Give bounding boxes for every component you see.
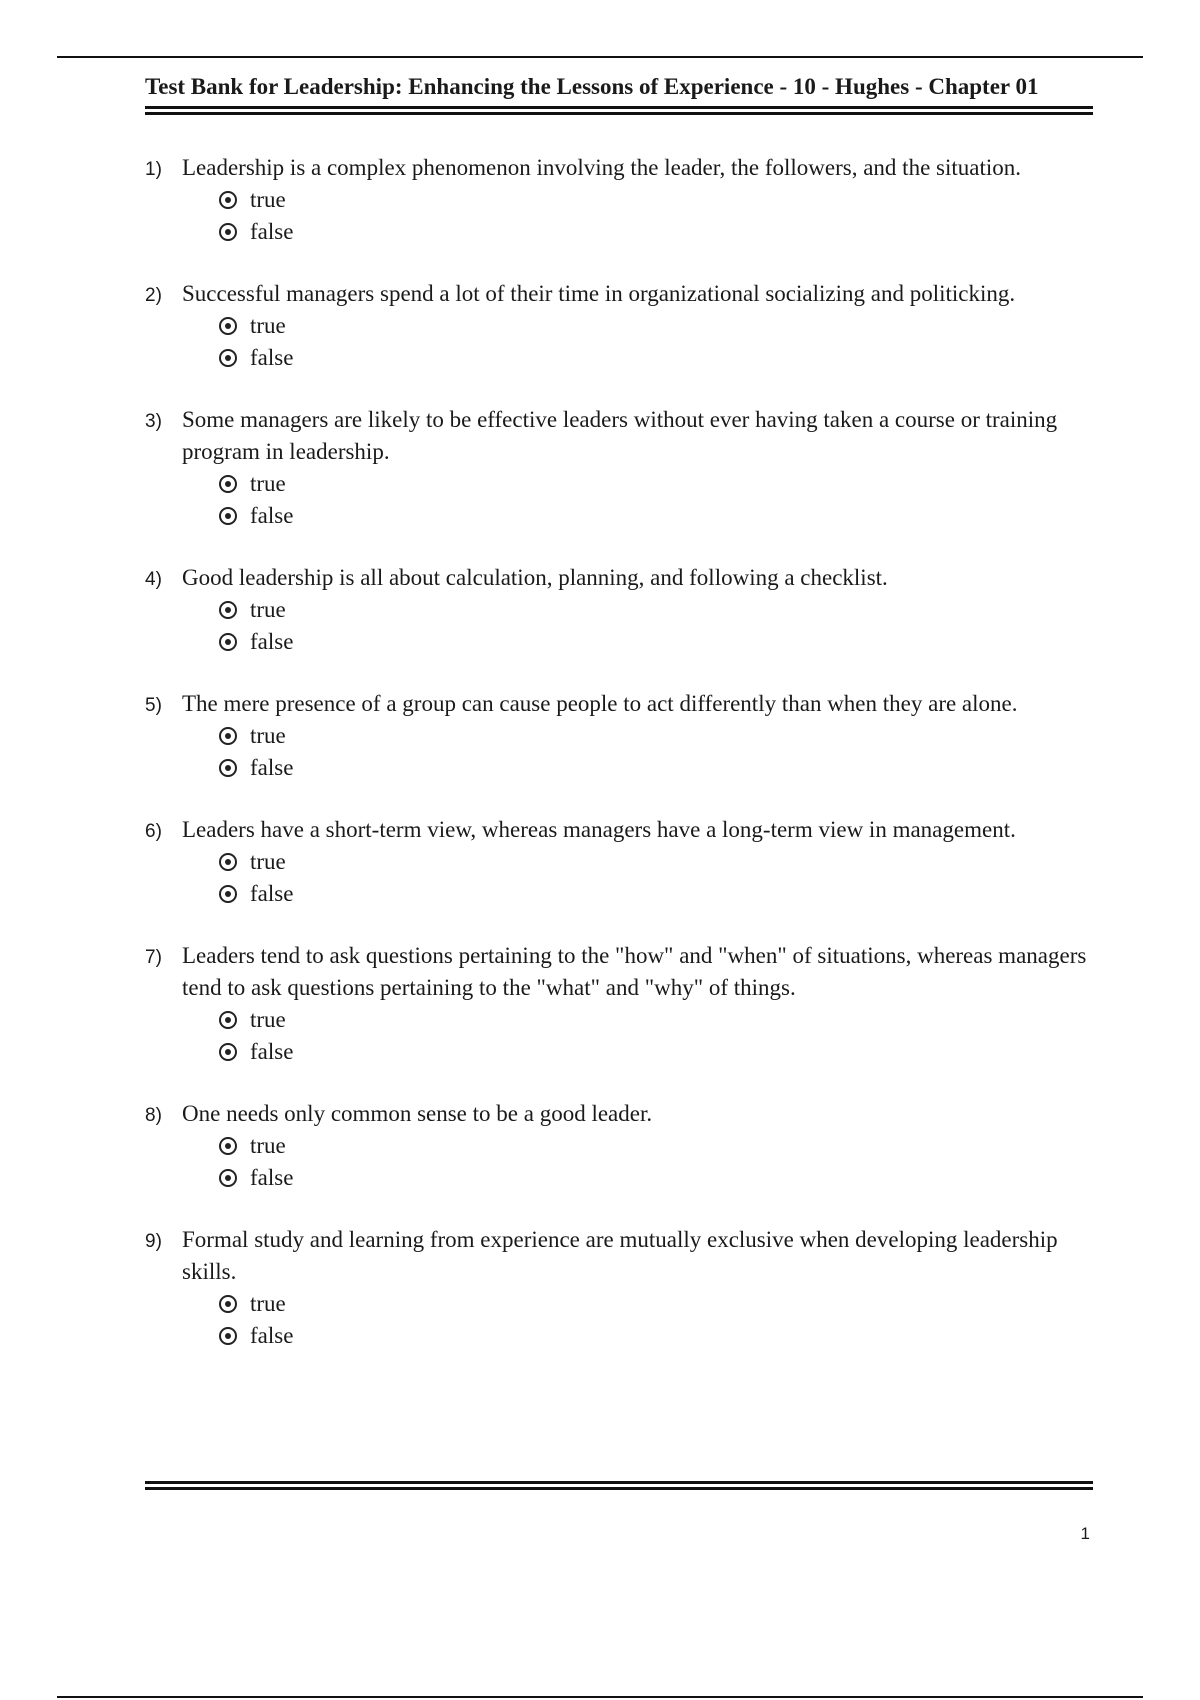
answer-option-false[interactable]: [219, 626, 1093, 658]
answer-option-false[interactable]: [219, 500, 1093, 532]
question-item: [145, 562, 1093, 658]
answer-option-label: true: [250, 1133, 286, 1158]
answer-option-true[interactable]: [219, 846, 1093, 878]
answer-option-false[interactable]: [219, 342, 1093, 374]
answer-option-false[interactable]: [219, 1320, 1093, 1352]
radio-button-icon[interactable]: [219, 633, 237, 651]
radio-button-icon[interactable]: [219, 1169, 237, 1187]
answer-option-false[interactable]: [219, 1036, 1093, 1068]
radio-button-icon[interactable]: [219, 191, 237, 209]
answer-options: [182, 846, 1093, 910]
question-item: [145, 152, 1093, 248]
radio-button-icon[interactable]: [219, 759, 237, 777]
question-text: The mere presence of a group can cause people to act differently than when they are alone.: [182, 691, 1018, 716]
question-number: 5): [145, 695, 162, 716]
answer-option-label: true: [250, 723, 286, 748]
answer-option-true[interactable]: [219, 720, 1093, 752]
radio-button-icon[interactable]: [219, 475, 237, 493]
question-item: [145, 940, 1093, 1068]
page-footer: [145, 1481, 1093, 1490]
question-number: 6): [145, 821, 162, 842]
question-text: Leaders have a short-term view, whereas managers have a long-term view in management.: [182, 817, 1016, 842]
answer-option-false[interactable]: [219, 1162, 1093, 1194]
radio-button-icon[interactable]: [219, 507, 237, 525]
answer-option-label: false: [250, 881, 294, 906]
radio-button-icon[interactable]: [219, 1011, 237, 1029]
question-text: Leaders tend to ask questions pertaining to the "how" and "when" of situations, whereas managers tend to ask questions pertaining to the "what" and "why" of things.: [182, 943, 1087, 1000]
question-text: Successful managers spend a lot of their time in organizational socializing and politicking.: [182, 281, 1016, 306]
answer-option-label: true: [250, 313, 286, 338]
question-item: [145, 1224, 1093, 1352]
answer-options: [182, 310, 1093, 374]
radio-button-icon[interactable]: [219, 885, 237, 903]
question-list: [145, 152, 1093, 1382]
answer-options: [182, 184, 1093, 248]
question-text: Leadership is a complex phenomenon involving the leader, the followers, and the situation.: [182, 155, 1021, 180]
radio-button-icon[interactable]: [219, 1327, 237, 1345]
question-number: 1): [145, 159, 162, 180]
answer-option-true[interactable]: [219, 594, 1093, 626]
answer-option-label: false: [250, 1165, 294, 1190]
question-number: 7): [145, 947, 162, 968]
question-number: 2): [145, 285, 162, 306]
answer-option-label: false: [250, 755, 294, 780]
radio-button-icon[interactable]: [219, 1295, 237, 1313]
radio-button-icon[interactable]: [219, 601, 237, 619]
answer-options: [182, 1130, 1093, 1194]
page-header: [145, 72, 1093, 115]
answer-option-label: false: [250, 219, 294, 244]
radio-button-icon[interactable]: [219, 349, 237, 367]
page-title: Test Bank for Leadership: Enhancing the Lessons of Experience - 10 - Hughes - Chapter 01: [145, 74, 1039, 99]
page-number: 1: [1080, 1524, 1090, 1543]
question-text: Formal study and learning from experience are mutually exclusive when developing leadership skills.: [182, 1227, 1058, 1284]
answer-option-label: true: [250, 187, 286, 212]
answer-option-label: false: [250, 345, 294, 370]
answer-option-true[interactable]: [219, 184, 1093, 216]
answer-option-true[interactable]: [219, 1130, 1093, 1162]
radio-button-icon[interactable]: [219, 1137, 237, 1155]
question-number: 8): [145, 1105, 162, 1126]
answer-option-label: true: [250, 1007, 286, 1032]
answer-options: [182, 594, 1093, 658]
answer-options: [182, 1288, 1093, 1352]
radio-button-icon[interactable]: [219, 727, 237, 745]
answer-option-label: true: [250, 471, 286, 496]
answer-option-true[interactable]: [219, 310, 1093, 342]
question-number: 9): [145, 1231, 162, 1252]
bottom-page-rule: [57, 1696, 1143, 1698]
answer-option-label: false: [250, 503, 294, 528]
question-text: One needs only common sense to be a good leader.: [182, 1101, 653, 1126]
question-item: [145, 814, 1093, 910]
answer-option-label: false: [250, 629, 294, 654]
header-double-rule: [145, 106, 1093, 115]
answer-option-false[interactable]: [219, 878, 1093, 910]
radio-button-icon[interactable]: [219, 853, 237, 871]
question-item: [145, 1098, 1093, 1194]
question-text: Some managers are likely to be effective leaders without ever having taken a course or training program in leadership.: [182, 407, 1058, 464]
answer-option-false[interactable]: [219, 752, 1093, 784]
question-item: [145, 688, 1093, 784]
answer-option-true[interactable]: [219, 1004, 1093, 1036]
answer-option-label: false: [250, 1039, 294, 1064]
question-item: [145, 278, 1093, 374]
radio-button-icon[interactable]: [219, 223, 237, 241]
question-item: [145, 404, 1093, 532]
radio-button-icon[interactable]: [219, 317, 237, 335]
footer-double-rule: [145, 1481, 1093, 1490]
answer-options: [182, 720, 1093, 784]
answer-options: [182, 1004, 1093, 1068]
answer-option-label: true: [250, 849, 286, 874]
top-page-rule: [57, 56, 1143, 58]
question-number: 3): [145, 411, 162, 432]
answer-option-label: true: [250, 1291, 286, 1316]
answer-option-label: true: [250, 597, 286, 622]
question-number: 4): [145, 569, 162, 590]
radio-button-icon[interactable]: [219, 1043, 237, 1061]
answer-option-true[interactable]: [219, 1288, 1093, 1320]
answer-option-false[interactable]: [219, 216, 1093, 248]
answer-option-label: false: [250, 1323, 294, 1348]
answer-options: [182, 468, 1093, 532]
answer-option-true[interactable]: [219, 468, 1093, 500]
question-text: Good leadership is all about calculation, planning, and following a checklist.: [182, 565, 888, 590]
